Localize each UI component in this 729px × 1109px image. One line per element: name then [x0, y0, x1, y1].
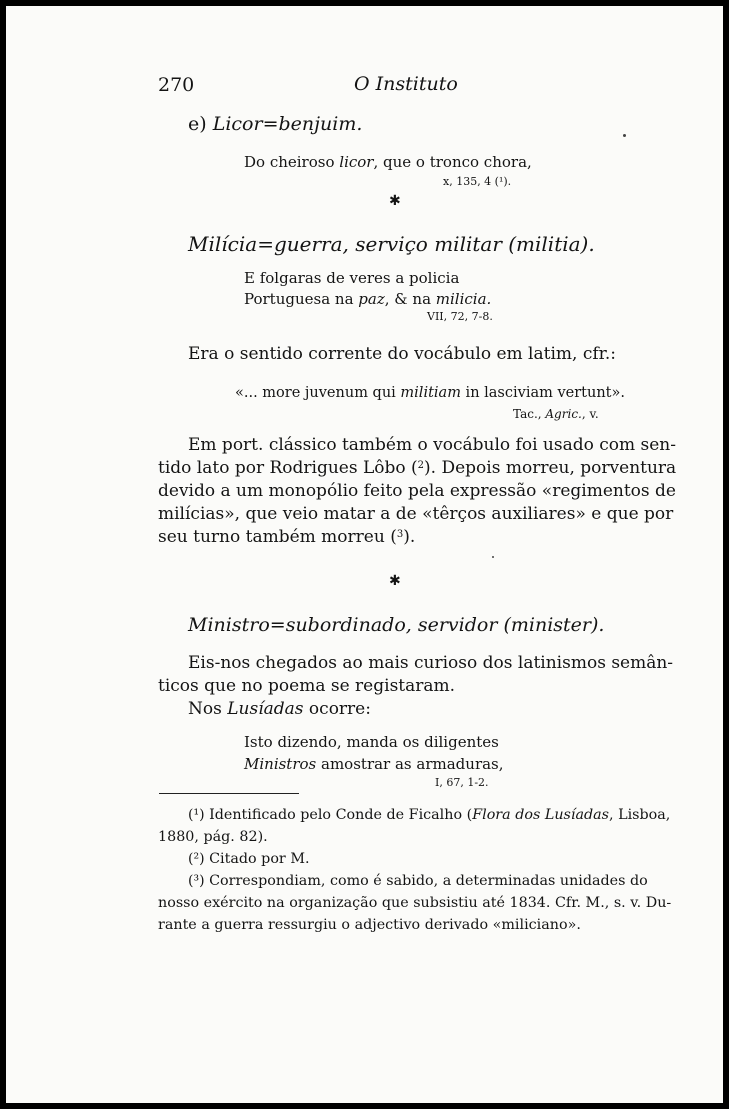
verse-line: Ministros amostrar as armaduras,	[244, 755, 504, 773]
verse-line: Do cheiroso licor, que o tronco chora,	[244, 153, 532, 171]
paragraph: Era o sentido corrente do vocábulo em latim, cfr.:	[188, 344, 617, 364]
entry-heading-milicia: Milícia=guerra, serviço militar (militia).	[188, 232, 595, 256]
section-separator: ✱	[389, 193, 401, 209]
paragraph-line: Eis-nos chegados ao mais curioso dos latinismos semân-	[188, 653, 674, 673]
footnote-1: (¹) Identificado pelo Conde de Ficalho (Flora dos Lusíadas, Lisboa,	[188, 807, 671, 823]
running-title: O Instituto	[354, 73, 458, 95]
footnote-3: (³) Correspondiam, como é sabido, a determinadas unidades do	[188, 873, 648, 889]
latin-quote: «... more juvenum qui militiam in lasciviam vertunt».	[235, 385, 625, 401]
scan-speck	[492, 556, 494, 558]
paragraph-line: Em port. clássico também o vocábulo foi usado com sen-	[188, 435, 677, 455]
verse-line: E folgaras de veres a policia	[244, 269, 460, 287]
paragraph-line: devido a um monopólio feito pela expressão «regimentos de	[158, 481, 676, 501]
verse-line: Isto dizendo, manda os diligentes	[244, 733, 499, 751]
page-number: 270	[158, 74, 195, 96]
paragraph-line: tido lato por Rodrigues Lôbo ($^2$). Depois morreu, porventura	[158, 458, 677, 478]
verse-reference: x, 135, 4 (¹).	[443, 175, 512, 188]
verse-reference: VII, 72, 7-8.	[427, 310, 493, 323]
footnote-rule	[159, 793, 299, 794]
verse-reference: I, 67, 1-2.	[435, 776, 489, 789]
entry-heading-licor: e) Licor=benjuim.	[188, 113, 363, 135]
verse-line: Portuguesa na paz, & na milicia.	[244, 290, 492, 308]
entry-heading-ministro: Ministro=subordinado, servidor (minister).	[188, 614, 605, 636]
footnote-2: (²) Citado por M.	[188, 851, 310, 867]
paragraph-line: ticos que no poema se registaram.	[158, 676, 456, 696]
quote-reference: Tac., Agric., v.	[513, 407, 599, 421]
paragraph-line: seu turno também morreu ($^3$).	[158, 527, 416, 547]
paragraph-line: milícias», que veio matar a de «têrços auxiliares» e que por	[158, 504, 674, 524]
footnote-3-cont: nosso exército na organização que subsistiu até 1834. Cfr. M., s. v. Du-	[158, 895, 672, 911]
document-page	[6, 6, 723, 1103]
paragraph-line: Nos Lusíadas ocorre:	[188, 699, 371, 719]
footnote-3-cont: rante a guerra ressurgiu o adjectivo derivado «miliciano».	[158, 917, 581, 933]
footnote-1-cont: 1880, pág. 82).	[158, 829, 268, 845]
section-separator: ✱	[389, 573, 401, 589]
scan-speck	[623, 134, 626, 137]
